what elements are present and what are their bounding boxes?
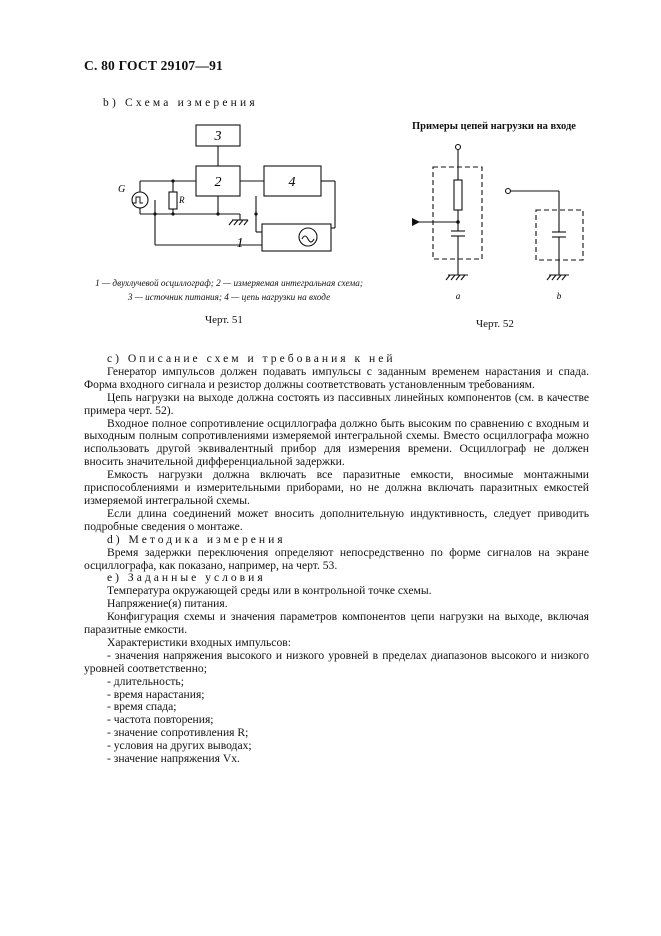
figure-51-legend: 1 — двухлучевой осциллограф; 2 — измеряемая интегральная схема; 3 — источник питания; 4 — цепь нагрузки на входе — [95, 278, 363, 302]
figure-52a-diagram — [412, 145, 482, 281]
block-2-label: 2 — [214, 175, 222, 190]
paragraph: Конфигурация схемы и значения параметров компонентов цепи нагрузки на выходе, включая паразитные емкости. — [84, 610, 589, 637]
paragraph: Входное полное сопротивление осциллографа должно быть высоким по сравнению с входным и выходным полным сопротивлениями измеряемой интегральной схемы. Вместо осциллографа можно использовать другой эквивалентный прибор для измерения времени. Осциллограф не должен вносить значительной дифференциальной задержки. — [84, 416, 589, 469]
paragraph: Напряжение(я) питания. — [107, 597, 228, 611]
paragraph: Если длина соединений может вносить дополнительную индуктивность, следует приводить подробные сведения о монтаже. — [84, 506, 589, 533]
list-item: - условия на других выводах; — [107, 739, 252, 753]
figure-52b-diagram — [506, 189, 584, 281]
paragraph: Температура окружающей среды или в контрольной точке схемы. — [107, 584, 432, 598]
body-text — [84, 353, 589, 766]
section-d-title: d) Методика измерения — [107, 532, 286, 546]
resistor-label: R — [179, 195, 185, 205]
input-arrow-a — [412, 218, 420, 226]
block-1-oscilloscope — [262, 224, 331, 251]
scope-display-icon — [299, 228, 317, 246]
resistor-a — [454, 180, 462, 210]
paragraph: Емкость нагрузки должна включать все паразитные емкости, вносимые монтажными приспособлениями и измерительными приборами, но не должна включать паразитных емкостей измеряемой интегральной схемы. — [84, 468, 589, 507]
paragraph: Время задержки переключения определяют непосредственно по форме сигналов на экране осциллографа, как показано, например, на черт. 53. — [84, 545, 589, 572]
figure-52-title: Примеры цепей нагрузки на входе — [412, 121, 576, 132]
section-b-title: b) Схема измерения — [103, 97, 258, 109]
list-item: - время нарастания; — [107, 687, 205, 701]
figure-52-caption: Черт. 52 — [476, 318, 514, 330]
generator-label: G — [118, 184, 126, 195]
list-item: - время спада; — [107, 700, 177, 714]
list-item: - значение напряжения Vx. — [107, 752, 240, 766]
section-c-title: c) Описание схем и требования к ней — [107, 352, 396, 365]
output-terminal-b — [506, 189, 511, 194]
block-4-label: 4 — [288, 175, 296, 190]
paragraph: Генератор импульсов должен подавать импульсы с заданным временем нарастания и спада. Форма входного сигнала и резистор должны соответствовать установленным требованиям. — [84, 364, 589, 391]
block-3-label: 3 — [214, 129, 222, 144]
list-item: - длительность; — [107, 674, 184, 688]
junction-dot-a — [456, 220, 460, 224]
list-item: - частота повторения; — [107, 713, 214, 727]
paragraph: Характеристики входных импульсов: — [107, 635, 291, 649]
list-item: - значения напряжения высокого и низкого уровней в пределах диапазонов высокого и низкого уровней соответственно; — [84, 648, 589, 675]
paragraph: Цепь нагрузки на выходе должна состоять из пассивных линейных компонентов (см. в качестве примера черт. 52). — [84, 390, 589, 417]
figure-51-diagram — [132, 125, 335, 251]
figure-51-caption: Черт. 51 — [205, 314, 243, 326]
subfigure-a-label: a — [455, 291, 461, 301]
block-1-label: 1 — [236, 236, 244, 251]
subfigure-b-label: b — [556, 291, 562, 301]
list-item: - значение сопротивления R; — [107, 726, 249, 740]
section-e-title: e) Заданные условия — [107, 571, 266, 585]
output-terminal-a — [456, 145, 461, 150]
page-header: С. 80 ГОСТ 29107—91 — [84, 58, 223, 73]
resistor-r — [169, 192, 177, 209]
